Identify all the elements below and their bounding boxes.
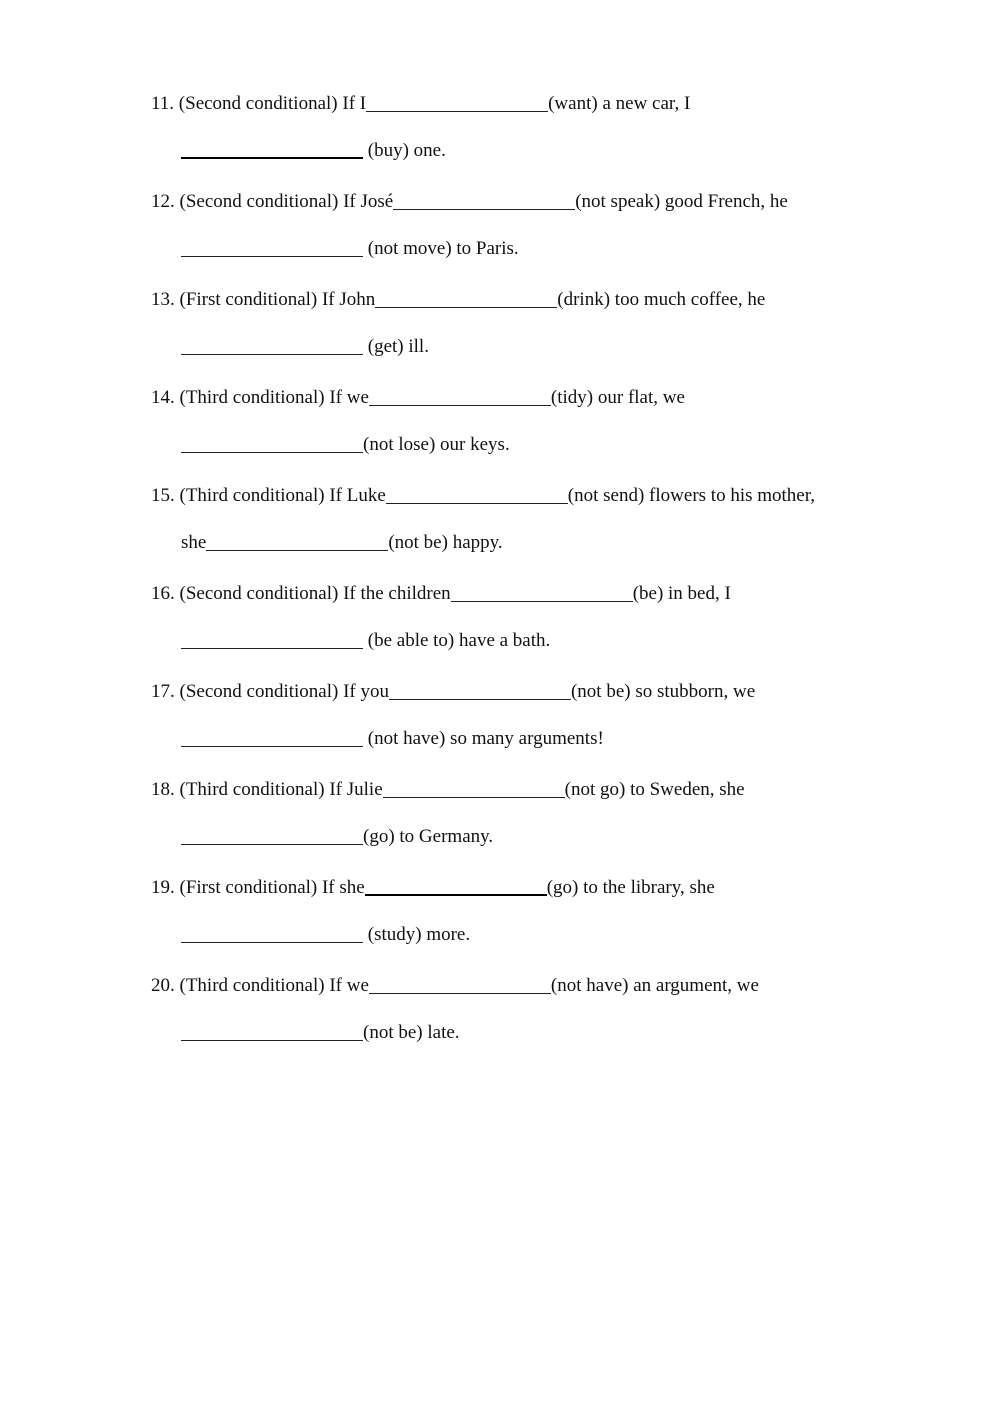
exercise-hint: (not send) flowers to his mother, bbox=[567, 485, 816, 506]
answer-blank[interactable] bbox=[375, 288, 557, 308]
answer-blank[interactable] bbox=[206, 531, 388, 551]
exercise-hint: (want) a new car, I bbox=[548, 93, 691, 114]
exercise-hint: (not go) to Sweden, she bbox=[564, 779, 745, 800]
exercise-hint: (be able to) have a bath. bbox=[363, 630, 551, 651]
exercise-line-1 bbox=[151, 774, 871, 806]
exercise-line-2 bbox=[151, 821, 871, 853]
answer-blank[interactable] bbox=[181, 629, 363, 649]
answer-blank[interactable] bbox=[451, 582, 633, 602]
answer-blank[interactable] bbox=[383, 778, 565, 798]
exercise-number: 16. bbox=[151, 583, 175, 604]
answer-blank[interactable] bbox=[181, 139, 363, 159]
exercise-line-1 bbox=[151, 676, 871, 708]
answer-blank[interactable] bbox=[181, 923, 363, 943]
exercise-line-2 bbox=[151, 919, 871, 951]
exercise-13 bbox=[151, 284, 871, 363]
exercise-hint: (tidy) our flat, we bbox=[550, 387, 685, 408]
exercise-number: 11. bbox=[151, 93, 175, 114]
exercise-line-2 bbox=[151, 527, 871, 559]
exercise-hint: (not have) an argument, we bbox=[550, 975, 759, 996]
exercise-hint: (not speak) good French, he bbox=[575, 191, 788, 212]
exercise-hint: (not have) so many arguments! bbox=[363, 728, 604, 749]
exercise-prompt: (Second conditional) If I bbox=[178, 93, 367, 114]
exercise-prompt: (Second conditional) If the children bbox=[179, 583, 451, 604]
exercise-number: 18. bbox=[151, 779, 175, 800]
exercise-number: 20. bbox=[151, 975, 175, 996]
answer-blank[interactable] bbox=[365, 876, 547, 896]
exercise-prompt: (Third conditional) If Luke bbox=[179, 485, 386, 506]
exercise-16 bbox=[151, 578, 871, 657]
exercise-18 bbox=[151, 774, 871, 853]
answer-blank[interactable] bbox=[369, 386, 551, 406]
exercise-line-2 bbox=[151, 429, 871, 461]
exercise-prompt: (First conditional) If she bbox=[179, 877, 365, 898]
exercise-hint: (study) more. bbox=[363, 924, 471, 945]
exercise-11 bbox=[151, 88, 871, 167]
exercise-prompt: (Third conditional) If we bbox=[179, 975, 369, 996]
answer-blank[interactable] bbox=[386, 484, 568, 504]
answer-blank[interactable] bbox=[366, 92, 548, 112]
exercise-hint: (not be) happy. bbox=[388, 532, 503, 553]
exercise-prompt: she bbox=[181, 532, 207, 553]
exercise-line-1 bbox=[151, 578, 871, 610]
exercise-number: 19. bbox=[151, 877, 175, 898]
exercise-line-2 bbox=[151, 331, 871, 363]
answer-blank[interactable] bbox=[181, 1021, 363, 1041]
exercise-line-2 bbox=[151, 135, 871, 167]
exercise-prompt: (Third conditional) If Julie bbox=[179, 779, 383, 800]
exercise-line-1 bbox=[151, 382, 871, 414]
worksheet bbox=[151, 88, 871, 1068]
exercise-line-1 bbox=[151, 186, 871, 218]
exercise-line-1 bbox=[151, 872, 871, 904]
exercise-line-2 bbox=[151, 233, 871, 265]
exercise-line-2 bbox=[151, 625, 871, 657]
exercise-line-2 bbox=[151, 723, 871, 755]
exercise-prompt: (Second conditional) If José bbox=[179, 191, 394, 212]
exercise-19 bbox=[151, 872, 871, 951]
answer-blank[interactable] bbox=[181, 727, 363, 747]
exercise-hint: (go) to the library, she bbox=[546, 877, 715, 898]
exercise-line-1 bbox=[151, 480, 871, 512]
exercise-number: 13. bbox=[151, 289, 175, 310]
exercise-number: 14. bbox=[151, 387, 175, 408]
exercise-20 bbox=[151, 970, 871, 1049]
exercise-17 bbox=[151, 676, 871, 755]
exercise-hint: (get) ill. bbox=[363, 336, 429, 357]
exercise-hint: (not move) to Paris. bbox=[363, 238, 519, 259]
exercise-hint: (buy) one. bbox=[363, 140, 446, 161]
exercise-line-1 bbox=[151, 88, 871, 120]
exercise-15 bbox=[151, 480, 871, 559]
exercise-line-1 bbox=[151, 284, 871, 316]
exercise-hint: (not lose) our keys. bbox=[363, 434, 510, 455]
exercise-line-2 bbox=[151, 1017, 871, 1049]
exercise-14 bbox=[151, 382, 871, 461]
exercise-number: 17. bbox=[151, 681, 175, 702]
exercise-hint: (be) in bed, I bbox=[632, 583, 731, 604]
answer-blank[interactable] bbox=[181, 335, 363, 355]
answer-blank[interactable] bbox=[181, 237, 363, 257]
exercise-prompt: (Third conditional) If we bbox=[179, 387, 369, 408]
exercise-hint: (go) to Germany. bbox=[363, 826, 494, 847]
answer-blank[interactable] bbox=[369, 974, 551, 994]
exercise-line-1 bbox=[151, 970, 871, 1002]
answer-blank[interactable] bbox=[389, 680, 571, 700]
exercise-number: 12. bbox=[151, 191, 175, 212]
exercise-hint: (drink) too much coffee, he bbox=[557, 289, 766, 310]
answer-blank[interactable] bbox=[393, 190, 575, 210]
exercise-prompt: (Second conditional) If you bbox=[179, 681, 389, 702]
exercise-12 bbox=[151, 186, 871, 265]
answer-blank[interactable] bbox=[181, 433, 363, 453]
exercise-hint: (not be) so stubborn, we bbox=[570, 681, 756, 702]
exercise-prompt: (First conditional) If John bbox=[179, 289, 376, 310]
answer-blank[interactable] bbox=[181, 825, 363, 845]
exercise-number: 15. bbox=[151, 485, 175, 506]
exercise-hint: (not be) late. bbox=[363, 1022, 460, 1043]
